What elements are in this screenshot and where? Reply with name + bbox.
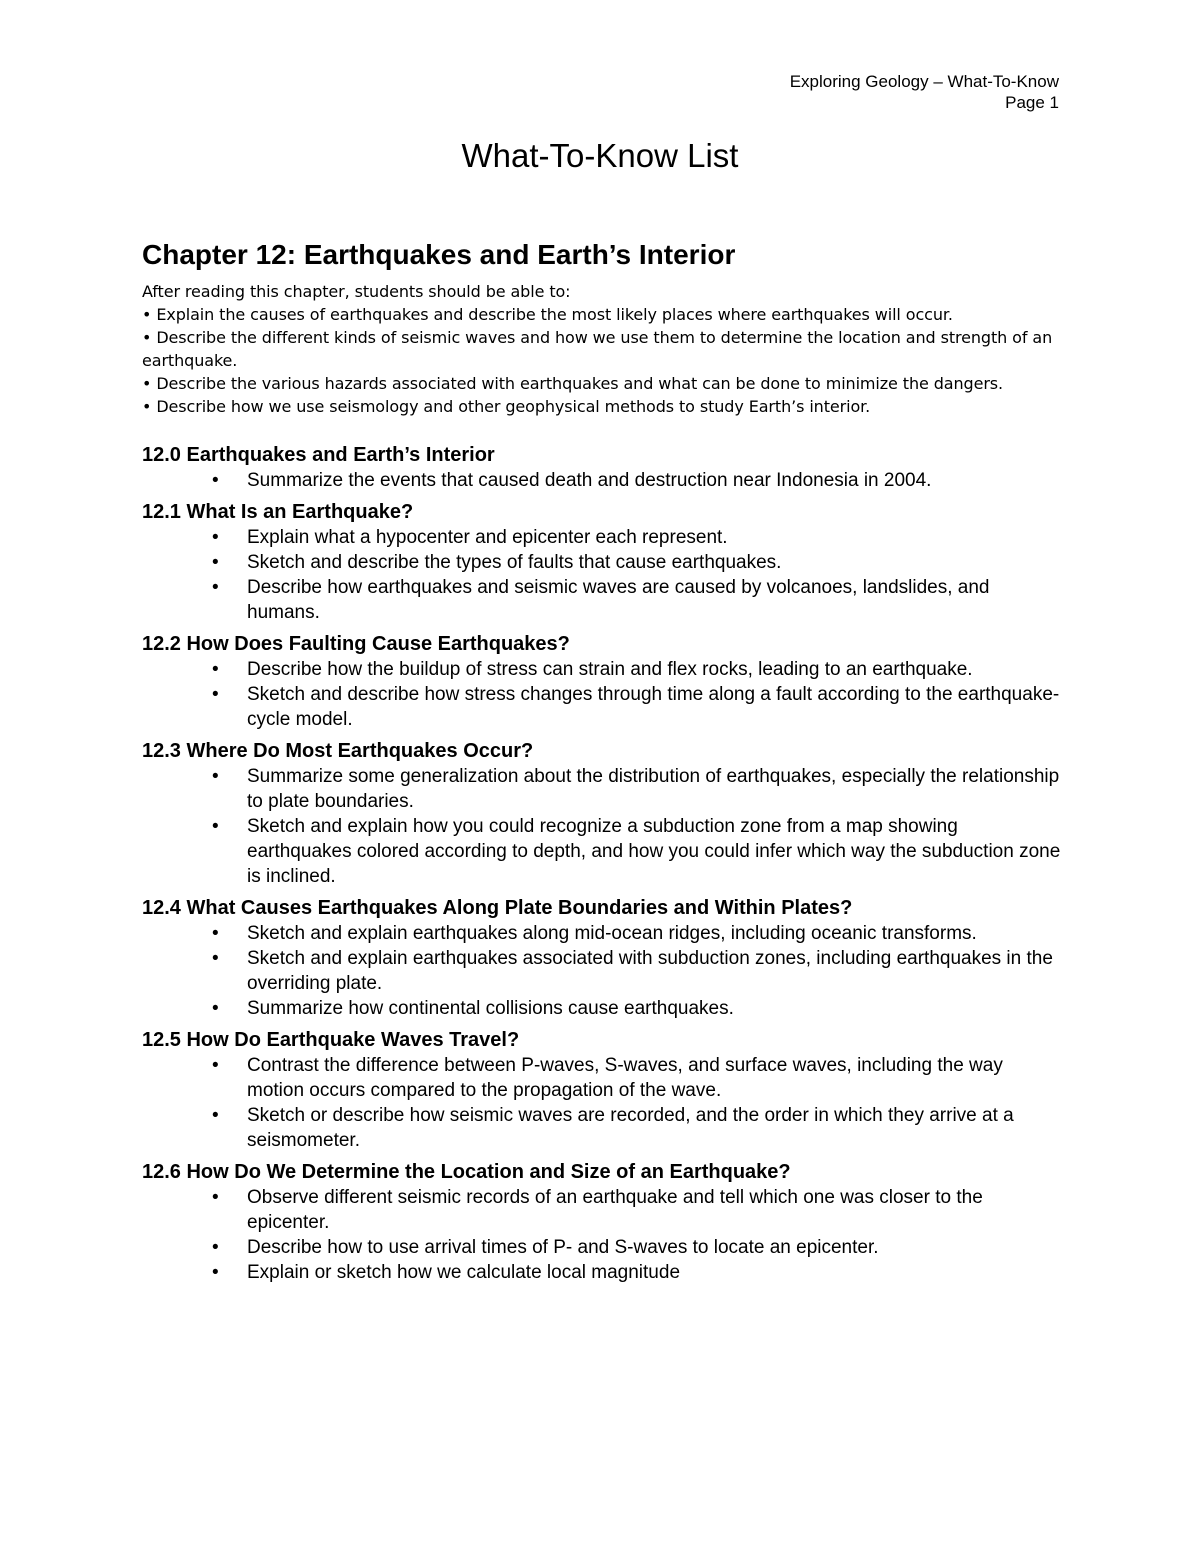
bullet-glyph: • [212, 470, 219, 491]
bullet-list [142, 764, 1062, 889]
bullet-list [142, 1053, 1062, 1153]
item-text: Summarize some generalization about the distribution of earthquakes, especially the relationship to plate boundaries. [247, 766, 1060, 812]
bullet-list [142, 468, 1062, 493]
section-12-0 [142, 442, 1062, 493]
section-heading: 12.5 How Do Earthquake Waves Travel? [142, 1029, 520, 1051]
item-text: Sketch or describe how seismic waves are recorded, and the order in which they arrive at a seismometer. [247, 1105, 1014, 1151]
bullet-glyph: • [212, 684, 219, 705]
header-page-number: Page 1 [1005, 93, 1059, 112]
bullet-glyph: • [212, 766, 219, 787]
section-12-3 [142, 738, 1062, 889]
bullet-glyph: • [212, 659, 219, 680]
bullet-glyph: • [212, 816, 219, 837]
list-item [142, 814, 1062, 889]
section-12-5 [142, 1027, 1062, 1153]
bullet-glyph: • [212, 948, 219, 969]
objective-item: • Describe the different kinds of seismic waves and how we use them to determine the location and strength of an earthquake. [142, 328, 1053, 370]
list-item [142, 1185, 1062, 1235]
list-item [142, 996, 1062, 1021]
bullet-glyph: • [212, 1055, 219, 1076]
bullet-glyph: • [212, 552, 219, 573]
item-text: Explain or sketch how we calculate local magnitude [247, 1262, 681, 1283]
list-item [142, 921, 1062, 946]
item-text: Summarize how continental collisions cause earthquakes. [247, 998, 734, 1019]
item-text: Observe different seismic records of an earthquake and tell which one was closer to the epicenter. [247, 1187, 983, 1233]
list-item [142, 550, 1062, 575]
section-heading: 12.0 Earthquakes and Earth’s Interior [142, 444, 495, 466]
section-heading: 12.6 How Do We Determine the Location and Size of an Earthquake? [142, 1161, 791, 1183]
list-item [142, 1260, 1062, 1285]
section-12-6 [142, 1159, 1062, 1285]
item-text: Sketch and describe how stress changes through time along a fault according to the earthquake-cycle model. [247, 684, 1060, 730]
bullet-glyph: • [212, 1105, 219, 1126]
chapter-intro [142, 280, 1062, 418]
item-text: Sketch and describe the types of faults that cause earthquakes. [247, 552, 782, 573]
chapter-title: Chapter 12: Earthquakes and Earth’s Interior [142, 239, 736, 270]
objective-item: • Explain the causes of earthquakes and describe the most likely places where earthquakes will occur. [142, 305, 953, 324]
item-text: Describe how earthquakes and seismic waves are caused by volcanoes, landslides, and humans. [247, 577, 990, 623]
item-text: Describe how the buildup of stress can strain and flex rocks, leading to an earthquake. [247, 659, 973, 680]
list-item [142, 575, 1062, 625]
document-title: What-To-Know List [461, 137, 739, 174]
bullet-list [142, 921, 1062, 1021]
list-item [142, 1235, 1062, 1260]
section-12-4 [142, 895, 1062, 1021]
item-text: Contrast the difference between P-waves, S-waves, and surface waves, including the way motion occurs compared to the propagation of the wave. [247, 1055, 1003, 1101]
list-item [142, 764, 1062, 814]
item-text: Summarize the events that caused death and destruction near Indonesia in 2004. [247, 470, 932, 491]
document-body [142, 236, 1062, 1291]
bullet-glyph: • [212, 1262, 219, 1283]
bullet-list [142, 657, 1062, 732]
section-list [142, 442, 1062, 1285]
list-item [142, 657, 1062, 682]
bullet-glyph: • [212, 998, 219, 1019]
list-item [142, 525, 1062, 550]
item-text: Sketch and explain how you could recognize a subduction zone from a map showing earthquakes colored according to depth, and how you could infer which way the subduction zone is inclined. [247, 816, 1061, 887]
section-12-1 [142, 499, 1062, 625]
list-item [142, 468, 1062, 493]
intro-text: After reading this chapter, students should be able to: [142, 282, 571, 301]
section-heading: 12.3 Where Do Most Earthquakes Occur? [142, 740, 534, 762]
objective-item: • Describe how we use seismology and other geophysical methods to study Earth’s interior. [142, 397, 871, 416]
section-heading: 12.1 What Is an Earthquake? [142, 501, 414, 523]
item-text: Sketch and explain earthquakes along mid-ocean ridges, including oceanic transforms. [247, 923, 977, 944]
bullet-glyph: • [212, 1237, 219, 1258]
bullet-list [142, 1185, 1062, 1285]
bullet-glyph: • [212, 923, 219, 944]
bullet-glyph: • [212, 1187, 219, 1208]
item-text: Describe how to use arrival times of P- and S-waves to locate an epicenter. [247, 1237, 879, 1258]
list-item [142, 682, 1062, 732]
list-item [142, 946, 1062, 996]
item-text: Sketch and explain earthquakes associated with subduction zones, including earthquakes in the overriding plate. [247, 948, 1053, 994]
bullet-glyph: • [212, 527, 219, 548]
section-heading: 12.2 How Does Faulting Cause Earthquakes? [142, 633, 570, 655]
item-text: Explain what a hypocenter and epicenter each represent. [247, 527, 728, 548]
header-course-title: Exploring Geology – What-To-Know [789, 72, 1059, 91]
objective-item: • Describe the various hazards associated with earthquakes and what can be done to minimize the dangers. [142, 374, 1004, 393]
bullet-list [142, 525, 1062, 625]
section-heading: 12.4 What Causes Earthquakes Along Plate Boundaries and Within Plates? [142, 897, 853, 919]
page-header [790, 71, 1059, 113]
section-12-2 [142, 631, 1062, 732]
bullet-glyph: • [212, 577, 219, 598]
list-item [142, 1103, 1062, 1153]
list-item [142, 1053, 1062, 1103]
